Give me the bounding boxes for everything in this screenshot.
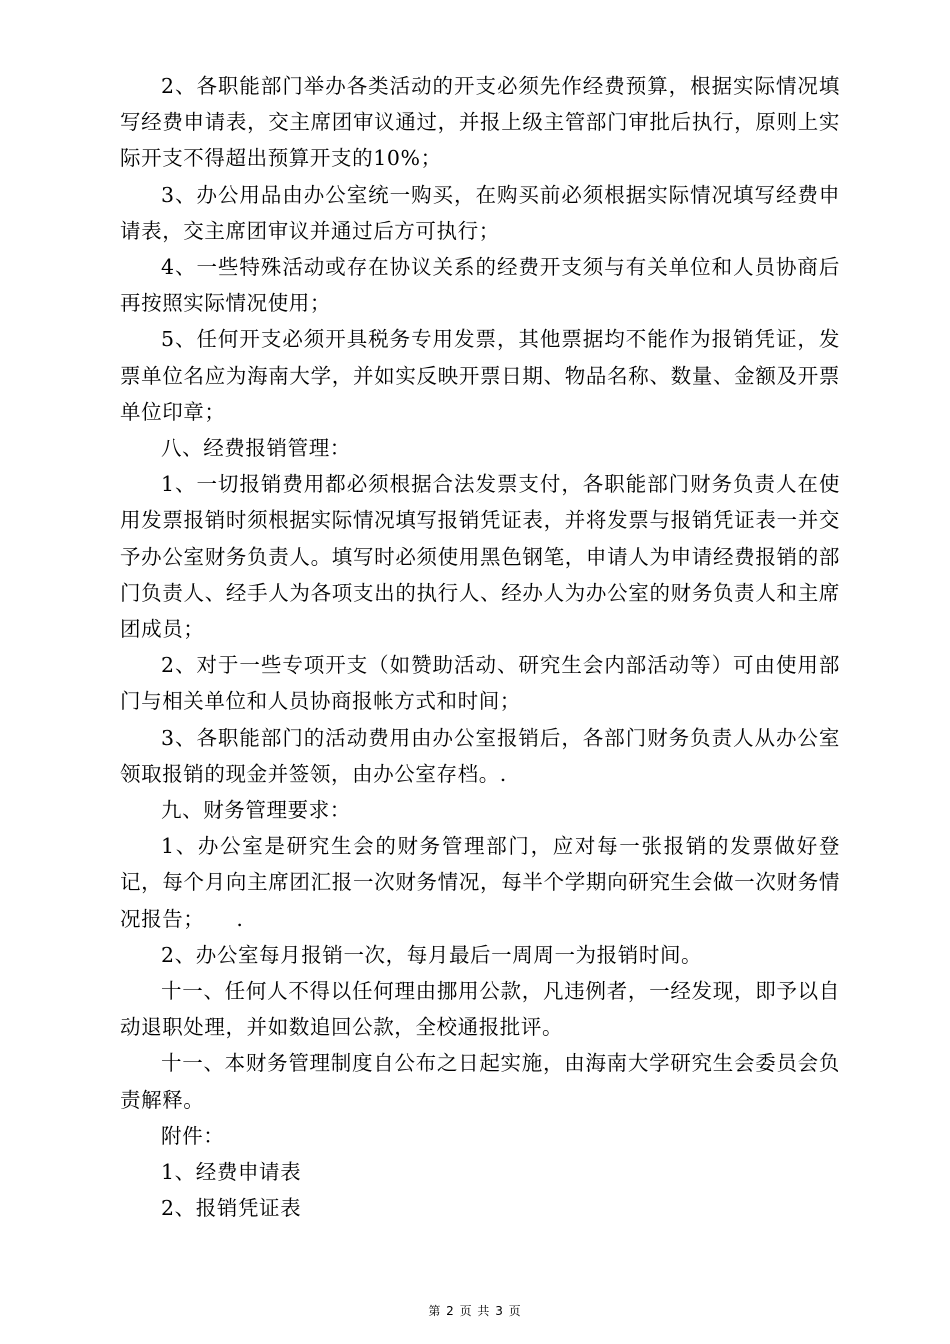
- page-number: 第 2 页 共 3 页: [428, 1304, 522, 1318]
- paragraph-special-activities: 4、一些特殊活动或存在协议关系的经费开支须与有关单位和人员协商后再按照实际情况使用；: [120, 255, 840, 316]
- paragraph-monthly-reimbursement: 2、办公室每月报销一次，每月最后一周周一为报销时间。: [161, 942, 703, 967]
- paragraph-office-supplies: 3、办公用品由办公室统一购买，在购买前必须根据实际情况填写经费申请表，交主席团审议并通过后方可执行；: [120, 182, 840, 243]
- section-heading-finance-requirements: 九、财务管理要求：: [161, 798, 351, 823]
- document-body: [120, 68, 840, 1227]
- paragraph-budget-rule: 2、各职能部门举办各类活动的开支必须先作经费预算，根据实际情况填写经费申请表，交主席团审议通过，并报上级主管部门审批后执行，原则上实际开支不得超出预算开支的10%；: [120, 74, 840, 171]
- section-heading-reimbursement: 八、经费报销管理：: [161, 436, 351, 461]
- paragraph-cash-collection: 3、各职能部门的活动费用由办公室报销后，各部门财务负责人从办公室领取报销的现金并签领，由办公室存档。.: [120, 725, 840, 786]
- attachments-heading: 附件：: [161, 1123, 225, 1148]
- attachment-item: 1、经费申请表: [161, 1160, 302, 1185]
- paragraph-office-role: 1、办公室是研究生会的财务管理部门，应对每一张报销的发票做好登记，每个月向主席团汇报一次财务情况，每半个学期向研究生会做一次财务情况报告； .: [120, 834, 840, 931]
- paragraph-special-expenses: 2、对于一些专项开支（如赞助活动、研究生会内部活动等）可由使用部门与相关单位和人员协商报帐方式和时间；: [120, 653, 840, 714]
- paragraph-invoice-rule: 5、任何开支必须开具税务专用发票，其他票据均不能作为报销凭证，发票单位名应为海南大学，并如实反映开票日期、物品名称、数量、金额及开票单位印章；: [120, 327, 840, 424]
- paragraph-misappropriation: 十一、任何人不得以任何理由挪用公款，凡违例者，一经发现，即予以自动退职处理，并如数追回公款，全校通报批评。: [120, 979, 840, 1040]
- paragraph-reimbursement-procedure: 1、一切报销费用都必须根据合法发票支付，各职能部门财务负责人在使用发票报销时须根据实际情况填写报销凭证表，并将发票与报销凭证表一并交予办公室财务负责人。填写时必须使用黑色钢笔，申请人为申请经费报销的部门负责人、经手人为各项支出的执行人、经办人为办公室的财务负责人和主席团成员；: [120, 472, 840, 642]
- attachment-item: 2、报销凭证表: [161, 1196, 302, 1221]
- paragraph-effective-date: 十一、本财务管理制度自公布之日起实施，由海南大学研究生会委员会负责解释。: [120, 1051, 840, 1112]
